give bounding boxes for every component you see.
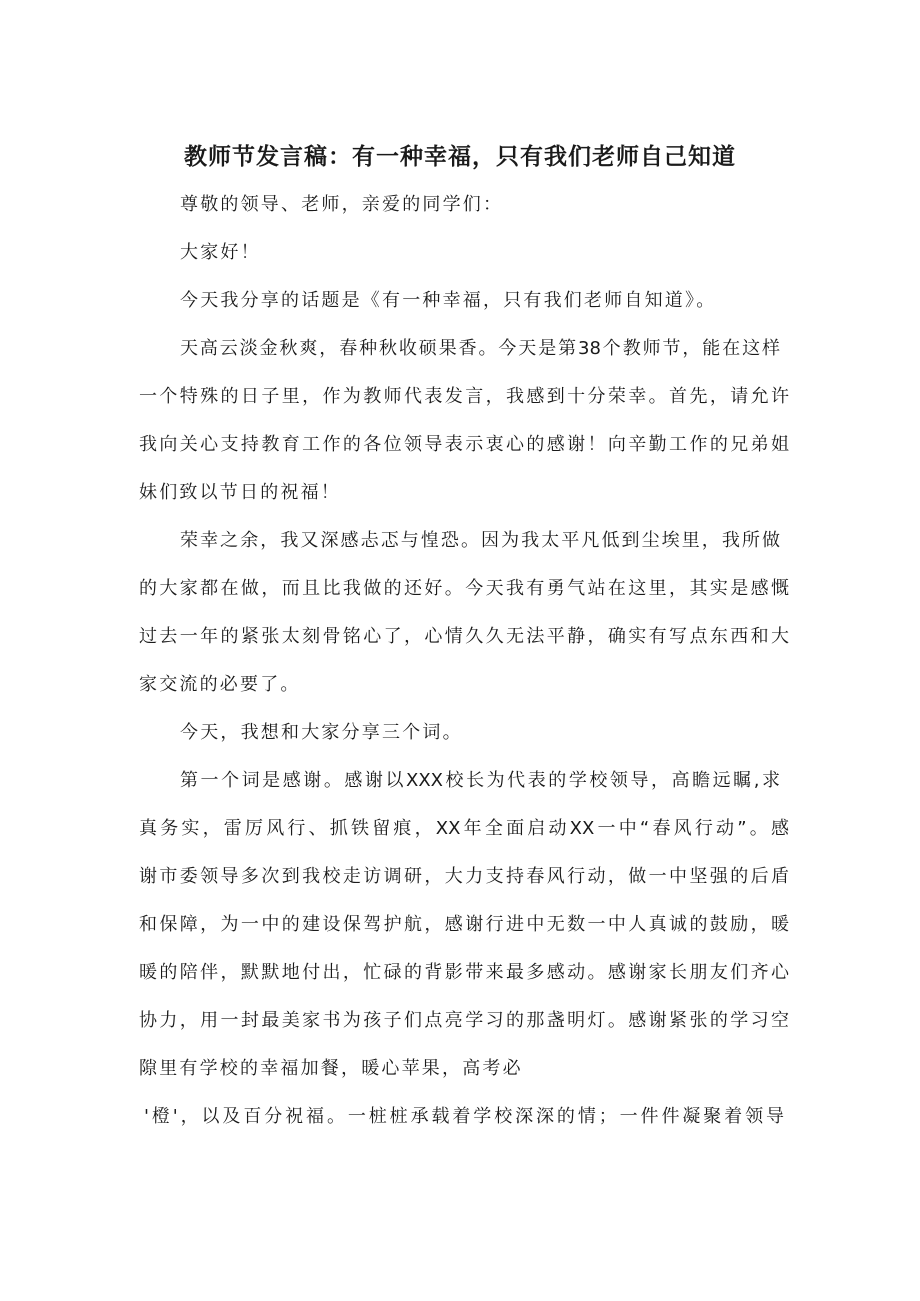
salutation: 尊敬的领导、老师，亲爱的同学们： (180, 194, 504, 215)
paragraph-line: 荣幸之余，我又深感忐忑与惶恐。因为我太平凡低到尘埃里，我所做 (180, 530, 780, 551)
paragraph-line: 妹们致以节日的祝福！ (139, 482, 341, 503)
paragraph-line: 今天，我想和大家分享三个词。 (180, 722, 463, 743)
topic-line: 今天我分享的话题是《有一种幸福，只有我们老师自知道》。 (180, 290, 717, 311)
greeting: 大家好！ (180, 242, 261, 263)
paragraph-line: 一个特殊的日子里，作为教师代表发言，我感到十分荣幸。首先，请允许 (139, 386, 789, 407)
paragraph-line: 暖的陪伴，默默地付出，忙碌的背影带来最多感动。感谢家长朋友们齐心 (139, 962, 789, 983)
paragraph-line: 第一个词是感谢。感谢以XXX校长为代表的学校领导，高瞻远瞩,求 (180, 770, 780, 791)
paragraph-line: 协力，用一封最美家书为孩子们点亮学习的那盏明灯。感谢紧张的学习空 (139, 1010, 789, 1031)
paragraph-line: 真务实，雷厉风行、抓铁留痕，XX年全面启动XX一中“春风行动”。感 (139, 818, 789, 839)
paragraph-line: 家交流的必要了。 (139, 674, 301, 695)
paragraph-line: 隙里有学校的幸福加餐，暖心苹果，高考必 (139, 1058, 523, 1079)
paragraph-line: 过去一年的紧张太刻骨铭心了，心情久久无法平静，确实有写点东西和大 (139, 626, 789, 647)
paragraph-line: 我向关心支持教育工作的各位领导表示衷心的感谢！向辛勤工作的兄弟姐 (139, 434, 789, 455)
document-title: 教师节发言稿：有一种幸福，只有我们老师自己知道 (184, 144, 736, 170)
paragraph-line: '橙'，以及百分祝福。一桩桩承载着学校深深的情；一件件凝聚着领导 (144, 1106, 784, 1127)
paragraph-line: 和保障，为一中的建设保驾护航，感谢行进中无数一中人真诚的鼓励，暖 (139, 914, 789, 935)
paragraph-line: 天高云淡金秋爽，春种秋收硕果香。今天是第38个教师节，能在这样 (180, 338, 780, 359)
paragraph-line: 的大家都在做，而且比我做的还好。今天我有勇气站在这里，其实是感慨 (139, 578, 789, 599)
paragraph-line: 谢市委领导多次到我校走访调研，大力支持春风行动，做一中坚强的后盾 (139, 866, 789, 887)
